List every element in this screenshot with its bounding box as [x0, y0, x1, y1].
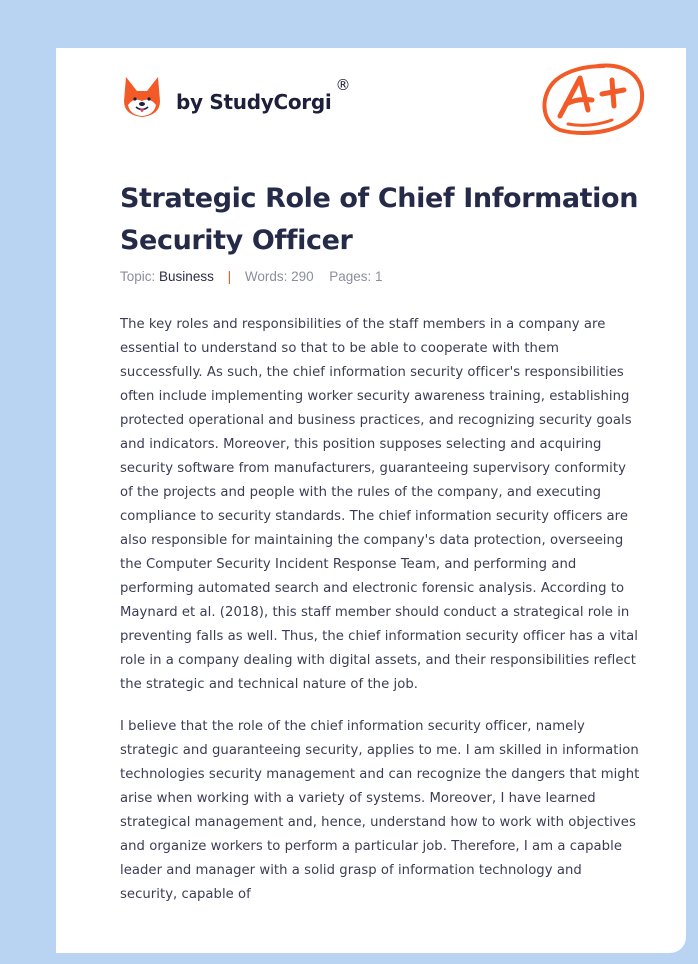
brand-name: by StudyCorgi: [176, 90, 332, 114]
paragraph: I believe that the role of the chief information security officer, namely strategic and guaranteeing security, applies to me. I am skilled in information technologies security management and can recognize the dangers that might arise when working with a variety of systems. Moreover, I have learned strategical management and, hence, understand how to work with objectives and organize workers to perform a particular job. Therefore, I am a capable leader and manager with a solid grasp of information technology and security, capable of: [120, 719, 640, 902]
corgi-icon: [122, 75, 162, 119]
paragraph: The key roles and responsibilities of the staff members in a company are essential to understand so that to be able to cooperate with them successfully. As such, the chief information security officer's responsibilities often include implementing worker security awareness training, establishing protected operational and business practices, and recognizing security goals and indicators. Moreover, this position supposes selecting and acquiring security software from manufacturers, guaranteeing supervisory conformity of the projects and people with the rules of the company, and executing compliance to security standards. The chief information security officers are also responsible for maintaining the company's data protection, overseeing the Computer Security Incident Response Team, and performing and performing automated search and electronic forensic analysis. According to Maynard et al. (2018), this staff member should conduct a strategical role in preventing falls as well. Thus, the chief information security officer has a vital role in a company dealing with digital assets, and their responsibilities reflect the strategic and technical nature of the job.: [120, 317, 638, 692]
pages-value: 1: [375, 269, 383, 284]
registered-mark: ®: [335, 76, 351, 94]
document-card: [56, 48, 686, 953]
topic-value[interactable]: Business: [159, 269, 214, 284]
article-title: Strategic Role of Chief Information Security Officer: [120, 183, 639, 256]
words-value: 290: [291, 269, 314, 284]
document-header: [56, 48, 686, 158]
words-label: Words:: [244, 269, 288, 284]
meta-separator: |: [227, 269, 232, 284]
studycorgi-logo[interactable]: [122, 75, 350, 119]
topic-label: Topic:: [120, 269, 156, 284]
a-plus-grade-icon: [538, 58, 648, 140]
article-body: [120, 313, 640, 925]
pages-label: Pages:: [329, 269, 372, 284]
article-meta: [120, 269, 383, 284]
